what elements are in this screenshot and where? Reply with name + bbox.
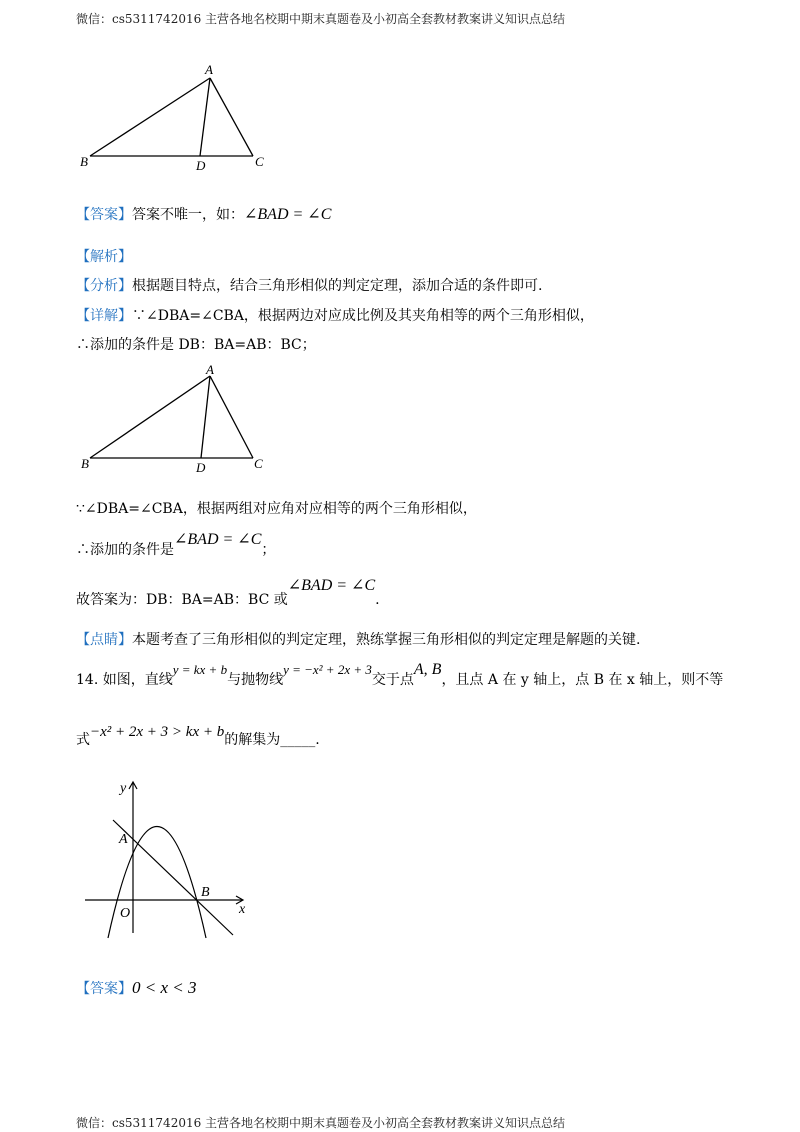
question-14-line-2 (76, 722, 320, 748)
analysis-tag: 【解析】 (76, 249, 132, 265)
answer-14-math: 0 < x < 3 (132, 978, 197, 997)
q14-line-equation: y = kx + b (172, 662, 228, 677)
label-y: y (120, 781, 127, 796)
triangle-figure-1 (78, 60, 278, 180)
q14-parabola-equation: y = −x² + 2x + 3 (283, 662, 372, 677)
q14-rest: ，且点 A 在 y 轴上，点 B 在 x 轴上，则不等 (441, 672, 724, 688)
label-c: C (254, 456, 263, 471)
final-answer-line (76, 576, 380, 608)
label-x: x (239, 902, 246, 917)
q14-line2-start: 式 (76, 732, 90, 748)
triangle-figure-2 (78, 362, 278, 477)
add-condition-text: ∴添加的条件是 (76, 542, 174, 558)
dianjing-line (76, 630, 640, 650)
dianjing-text: 本题考查了三角形相似的判定定理，熟练掌握三角形相似的判定定理是解题的关键. (132, 632, 641, 648)
add-condition-line-2 (76, 530, 276, 558)
label-d: D (196, 158, 206, 173)
q14-points: A, B (413, 661, 442, 678)
add-condition-line-1: ∴添加的条件是 DB：BA=AB：BC； (76, 337, 316, 353)
q14-mid: 与抛物线 (227, 672, 284, 688)
label-a: A (206, 362, 214, 377)
q14-after: 交于点 (371, 672, 414, 688)
q14-inequality: −x² + 2x + 3 > kx + b (90, 724, 225, 740)
fenxi-tag: 【分析】 (76, 278, 132, 294)
final-answer-math: ∠BAD = ∠C (287, 577, 376, 594)
answer-tag: 【答案】 (76, 207, 132, 223)
answer-14-tag: 【答案】 (76, 981, 132, 997)
answer-text: 答案不唯一，如： (132, 207, 244, 223)
label-b: B (81, 456, 89, 471)
page-header: 微信：cs5311742016 主营各地名校期中期末真题卷及小初高全套教材教案讲义知识点总结 (76, 12, 566, 26)
parabola-line-graph (80, 775, 260, 940)
question-14-line-1 (76, 660, 724, 688)
add-condition-math: ∠BAD = ∠C (174, 531, 262, 548)
q14-line2-end: 的解集为_____. (224, 732, 320, 748)
xiangjie-text: ∵∠DBA=∠CBA，根据两边对应成比例及其夹角相等的两个三角形相似， (132, 308, 594, 324)
add-condition-end: ； (261, 542, 276, 558)
fenxi-line (76, 276, 542, 296)
label-d: D (196, 460, 206, 475)
label-b: B (80, 154, 88, 169)
label-a: A (205, 62, 213, 77)
label-c: C (255, 154, 264, 169)
final-answer-text: 故答案为：DB：BA=AB：BC 或 (76, 592, 288, 608)
answer-13-line (76, 205, 331, 225)
q14-number: 14. 如图，直线 (76, 672, 173, 688)
label-o: O (120, 906, 131, 921)
label-b: B (201, 885, 210, 900)
final-answer-end: . (375, 592, 380, 608)
xiangjie-line (76, 306, 594, 326)
xiangjie-tag: 【详解】 (76, 308, 132, 324)
answer-14-line (76, 978, 197, 999)
dianjing-tag: 【点睛】 (76, 632, 132, 648)
because-line-2: ∵∠DBA=∠CBA，根据两组对应角对应相等的两个三角形相似， (76, 501, 477, 517)
page-footer: 微信：cs5311742016 主营各地名校期中期末真题卷及小初高全套教材教案讲义知识点总结 (76, 1116, 566, 1130)
fenxi-text: 根据题目特点，结合三角形相似的判定定理，添加合适的条件即可. (132, 278, 543, 294)
answer-math: ∠BAD = ∠C (244, 206, 332, 223)
label-a: A (119, 832, 128, 847)
